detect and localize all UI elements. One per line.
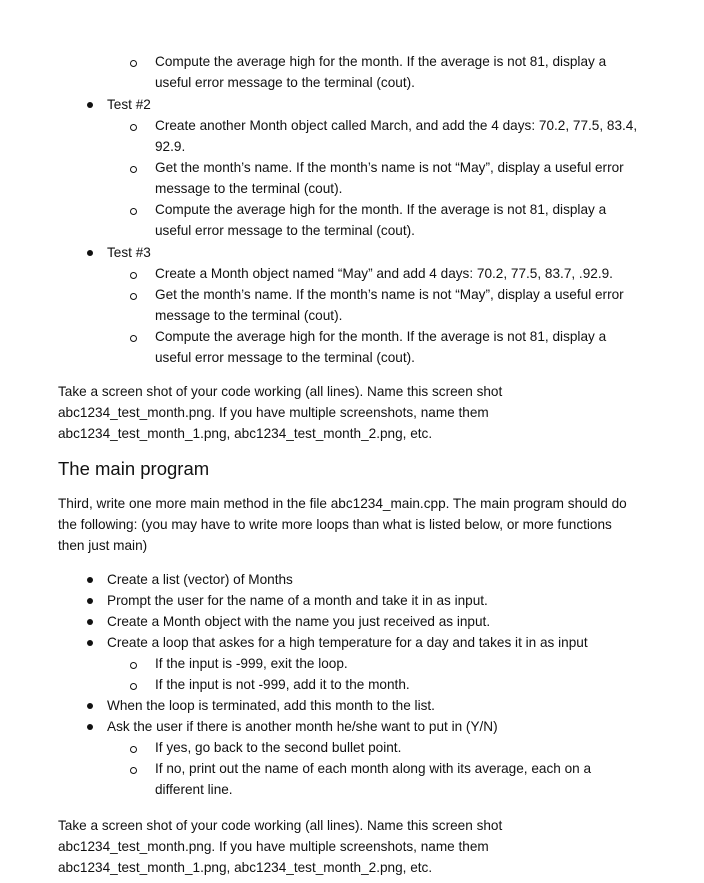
intro-line2: the following: (you may have to write more loops than what is listed below, or more functions [58, 517, 612, 532]
sub-bullet-icon [130, 683, 137, 690]
test2-item3-line1: Compute the average high for the month. If the average is not 81, display a [155, 202, 607, 217]
screenshot-note-2-line2: abc1234_test_month.png. If you have multiple screenshots, name them [58, 839, 489, 854]
screenshot-note-2-line1: Take a screen shot of your code working (all lines). Name this screen shot [58, 818, 503, 833]
test2-label: Test #2 [107, 97, 151, 112]
sub-bullet-icon [130, 293, 137, 300]
test3-label: Test #3 [107, 245, 151, 260]
test2-item1-line1: Create another Month object called March, and add the 4 days: 70.2, 77.5, 83.4, [155, 118, 638, 133]
sub-bullet-icon [130, 335, 137, 342]
bullet-icon [87, 102, 93, 108]
sub-bullet-icon [130, 767, 137, 774]
screenshot-note-2-line3: abc1234_test_month_1.png, abc1234_test_month_2.png, etc. [58, 860, 433, 875]
test3-item2-line1: Get the month’s name. If the month’s name is not “May”, display a useful error [155, 287, 624, 302]
section-heading: The main program [58, 458, 210, 479]
bullet-icon [87, 703, 93, 709]
test3-item3-line2: useful error message to the terminal (cout). [155, 350, 415, 365]
bullet-2: Prompt the user for the name of a month and take it in as input. [107, 593, 488, 608]
bullet-icon [87, 640, 93, 646]
bullet-icon [87, 577, 93, 583]
bullet-1: Create a list (vector) of Months [107, 572, 293, 587]
bullet-6: Ask the user if there is another month he/she want to put in (Y/N) [107, 719, 498, 734]
sub-bullet-icon [130, 60, 137, 67]
test2-item2-line2: message to the terminal (cout). [155, 181, 343, 196]
sub-bullet-icon [130, 272, 137, 279]
intro-line1: Third, write one more main method in the file abc1234_main.cpp. The main program should do [58, 496, 627, 511]
bullet-icon [87, 724, 93, 730]
bullet-6-sub-1: If yes, go back to the second bullet point. [155, 740, 402, 755]
screenshot-note-1-line3: abc1234_test_month_1.png, abc1234_test_month_2.png, etc. [58, 426, 433, 441]
bullet-icon [87, 250, 93, 256]
test2-item3-line2: useful error message to the terminal (cout). [155, 223, 415, 238]
sub-bullet-icon [130, 166, 137, 173]
test3-item3-line1: Compute the average high for the month. If the average is not 81, display a [155, 329, 607, 344]
top-item-line-2: useful error message to the terminal (cout). [155, 75, 415, 90]
test3-item2-line2: message to the terminal (cout). [155, 308, 343, 323]
sub-bullet-icon [130, 208, 137, 215]
test2-item2-line1: Get the month’s name. If the month’s name is not “May”, display a useful error [155, 160, 624, 175]
test2-item1-line2: 92.9. [155, 139, 186, 154]
bullet-icon [87, 598, 93, 604]
intro-line3: then just main) [58, 538, 148, 553]
bullet-5: When the loop is terminated, add this month to the list. [107, 698, 435, 713]
sub-bullet-icon [130, 124, 137, 131]
bullet-6-sub-2-line2: different line. [155, 782, 233, 797]
top-item-line-1: Compute the average high for the month. If the average is not 81, display a [155, 54, 607, 69]
bullet-4-sub-1: If the input is -999, exit the loop. [155, 656, 348, 671]
top-item-full [0, 0, 1, 1]
bullet-4: Create a loop that askes for a high temperature for a day and takes it in as input [107, 635, 588, 650]
test3-item1-line1: Create a Month object named “May” and add 4 days: 70.2, 77.5, 83.7, .92.9. [155, 266, 613, 281]
screenshot-note-1-line1: Take a screen shot of your code working (all lines). Name this screen shot [58, 384, 503, 399]
bullet-3: Create a Month object with the name you just received as input. [107, 614, 491, 629]
screenshot-note-1-line2: abc1234_test_month.png. If you have multiple screenshots, name them [58, 405, 489, 420]
bullet-icon [87, 619, 93, 625]
bullet-4-sub-2: If the input is not -999, add it to the month. [155, 677, 410, 692]
sub-bullet-icon [130, 662, 137, 669]
sub-bullet-icon [130, 746, 137, 753]
bullet-6-sub-2-line1: If no, print out the name of each month along with its average, each on a [155, 761, 592, 776]
